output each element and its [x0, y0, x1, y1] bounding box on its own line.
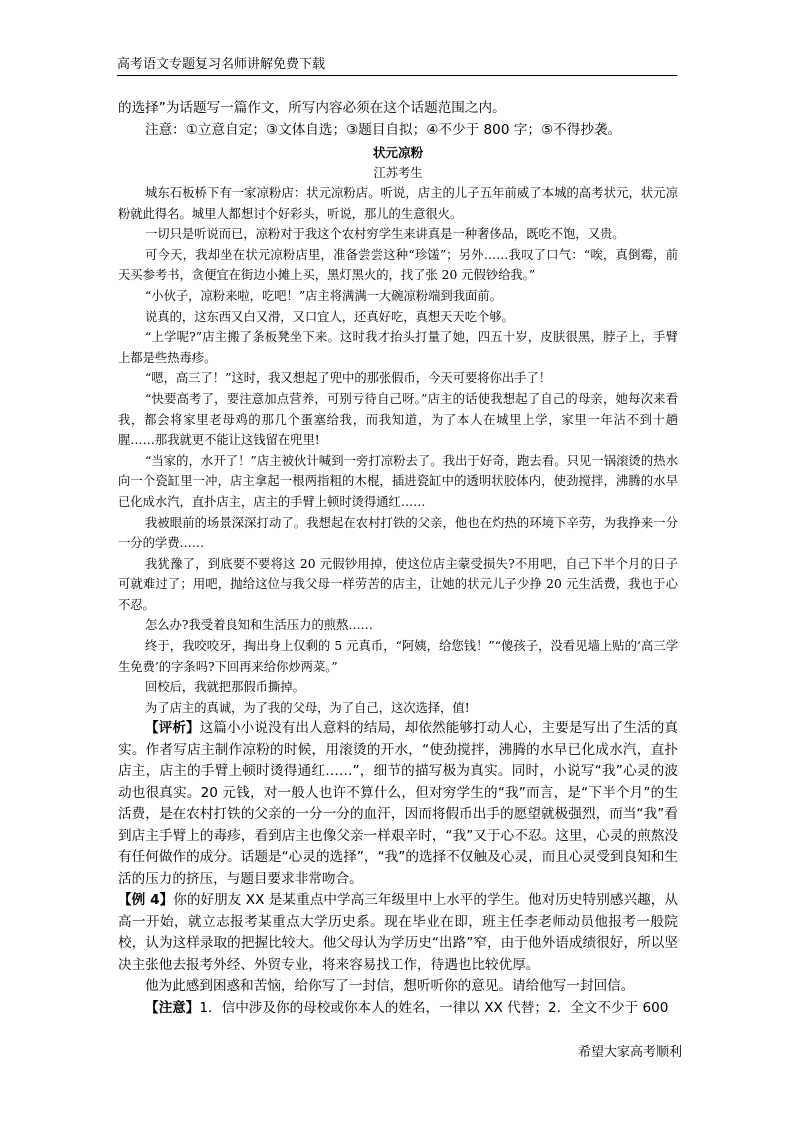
story-title: 状元凉粉 [372, 145, 424, 160]
story-paragraph: 我被眼前的场景深深打动了。我想起在农村打铁的父亲，他也在灼热的环境下辛劳，为我挣来一分一分的学费…… [118, 515, 678, 551]
example-label: 【例 4】 [118, 892, 174, 909]
story-paragraph: 终于，我咬咬牙，掏出身上仅剩的 5 元真币，“阿姨，给您钱！”“傻孩子，没看见墙上贴的‘高三学生免费’的字条吗?下回再来给你炒两菜。” [118, 639, 678, 674]
comment-paragraph [118, 718, 678, 890]
page-footer: 希望大家高考顺利 [578, 1045, 683, 1060]
story-paragraph: 说真的，这东西又白又滑，又口宜人，还真好吃，真想天天吃个够。 [145, 309, 514, 324]
comment-text: 这篇小小说没有出人意料的结局，却依然能够打动人心，主要是写出了生活的真实。作者写店主制作凉粉的时候，用滚烫的开水，“使劲搅拌，沸腾的水早已化成水汽，直扑店主，店主的手臂上顿时烫得通红……”，细节的描写极为真实。同时，小说写“我”心灵的波动也很真实。20 元钱，对一般人也许不算什么，但对穷学生的“我”而言，是“下半个月”的生活费，是在农村打铁的父亲的一分一分的血汗，因而将假币出手的愿望就极强烈，而当“我”看到店主手臂上的毒疹，看到店主也像父亲一样艰辛时，“我”又于心不忍。这里，心灵的煎熬没有任何做作的成分。话题是“心灵的选择”，“我”的选择不仅触及心灵，而且心灵受到良知和生活的压力的挤压，与题目要求非常吻合。 [118, 720, 679, 887]
story-paragraph: 怎么办?我受着良知和生活压力的煎熬…… [145, 618, 373, 633]
intro-line: 的选择”为话题写一篇作文，所写内容必须在这个话题范围之内。 [118, 100, 506, 116]
story-author: 江苏考生 [373, 166, 423, 180]
example-note-text: 1．信中涉及你的母校或你本人的姓名，一律以 XX 代替；2．全文不少于 600 [199, 999, 669, 1016]
comment-label: 【评析】 [145, 720, 200, 737]
story-paragraph: 为了店主的真诚，为了我的父母，为了自己，这次选择，值! [145, 700, 470, 715]
intro-note: 注意：①立意自定；③文体自选；③题目自拟；④不少于 800 字；⑤不得抄袭。 [145, 121, 622, 138]
story-paragraph: “上学呢?”店主搬了条板凳坐下来。这时我才抬头打量了她，四五十岁，皮肤很黑，脖子上，手臂上都是些热毒疹。 [118, 330, 678, 365]
story-paragraph: 回校后，我就把那假币撕掉。 [145, 680, 305, 695]
story-paragraph: “快要高考了，要注意加点营养，可别亏待自己呀。”店主的话使我想起了自己的母亲，她每次来看我，都会将家里老母鸡的那几个蛋塞给我，而我知道，为了本人在城里上学，家里一年沾不到十趟腥……那我就更不能让这钱留在兜里! [118, 391, 678, 448]
example-note [118, 998, 678, 1020]
example-note-label: 【注意】 [145, 999, 200, 1016]
example-paragraph [118, 890, 678, 976]
story-paragraph: 我犹豫了，到底要不要将这 20 元假钞用掉，使这位店主蒙受损失?不用吧，自己下半个月的日子可就难过了；用吧，抛给这位与我父母一样劳苦的店主，让她的状元儿子少挣 20 元生活费，我也于心不忍。 [118, 556, 678, 612]
story-paragraph: 一切只是听说而已，凉粉对于我这个农村穷学生来讲真是一种奢侈品，既吃不饱，又贵。 [145, 227, 625, 242]
document-body [118, 98, 678, 1019]
story-paragraph: “小伙子，凉粉来啦，吃吧！”店主将满满一大碗凉粉端到我面前。 [145, 288, 502, 303]
page-header: 高考语文专题复习名师讲解免费下载 [117, 57, 677, 76]
example-paragraph-2: 他为此感到困惑和苦恼，给你写了一封信，想听听你的意见。请给他写一封回信。 [145, 978, 635, 995]
story-paragraph: “当家的，水开了！”店主被伙计喊到一旁打凉粉去了。我出于好奇，跑去看。只见一锅滚烫的热水向一个瓷缸里一冲，店主拿起一根两指粗的木棍，插进瓷缸中的透明状胶体内，使劲搅拌，沸腾的水早已化成水汽，直扑店主，店主的手臂上顿时烫得通红…… [118, 453, 678, 509]
example-text: 你的好朋友 XX 是某重点中学高三年级里中上水平的学生。他对历史特别感兴趣，从高一开始，就立志报考某重点大学历史系。现在毕业在即，班主任李老师动员他报考一般院校，认为这样录取的把握比较大。他父母认为学历史“出路”窄，由于他外语成绩很好，所以坚决主张他去报考外经、外贸专业，将来容易找工作，待遇也比较优厚。 [118, 892, 678, 973]
story-paragraph: 可今天，我却坐在状元凉粉店里，准备尝尝这种“珍馐”；另外……我叹了口气：“唉，真倒霉，前天买参考书，贪便宜在街边小摊上买，黑灯黑火的，找了张 20 元假钞给我。” [118, 247, 678, 283]
story-paragraph: “嗯，高三了！”这时，我又想起了兜中的那张假币，今天可要将你出手了！ [145, 371, 552, 386]
story-paragraph: 城东石板桥下有一家凉粉店：状元凉粉店。听说，店主的儿子五年前威了本城的高考状元，状元凉粉就此得名。城里人都想讨个好彩头，听说，那儿的生意很火。 [118, 186, 678, 221]
